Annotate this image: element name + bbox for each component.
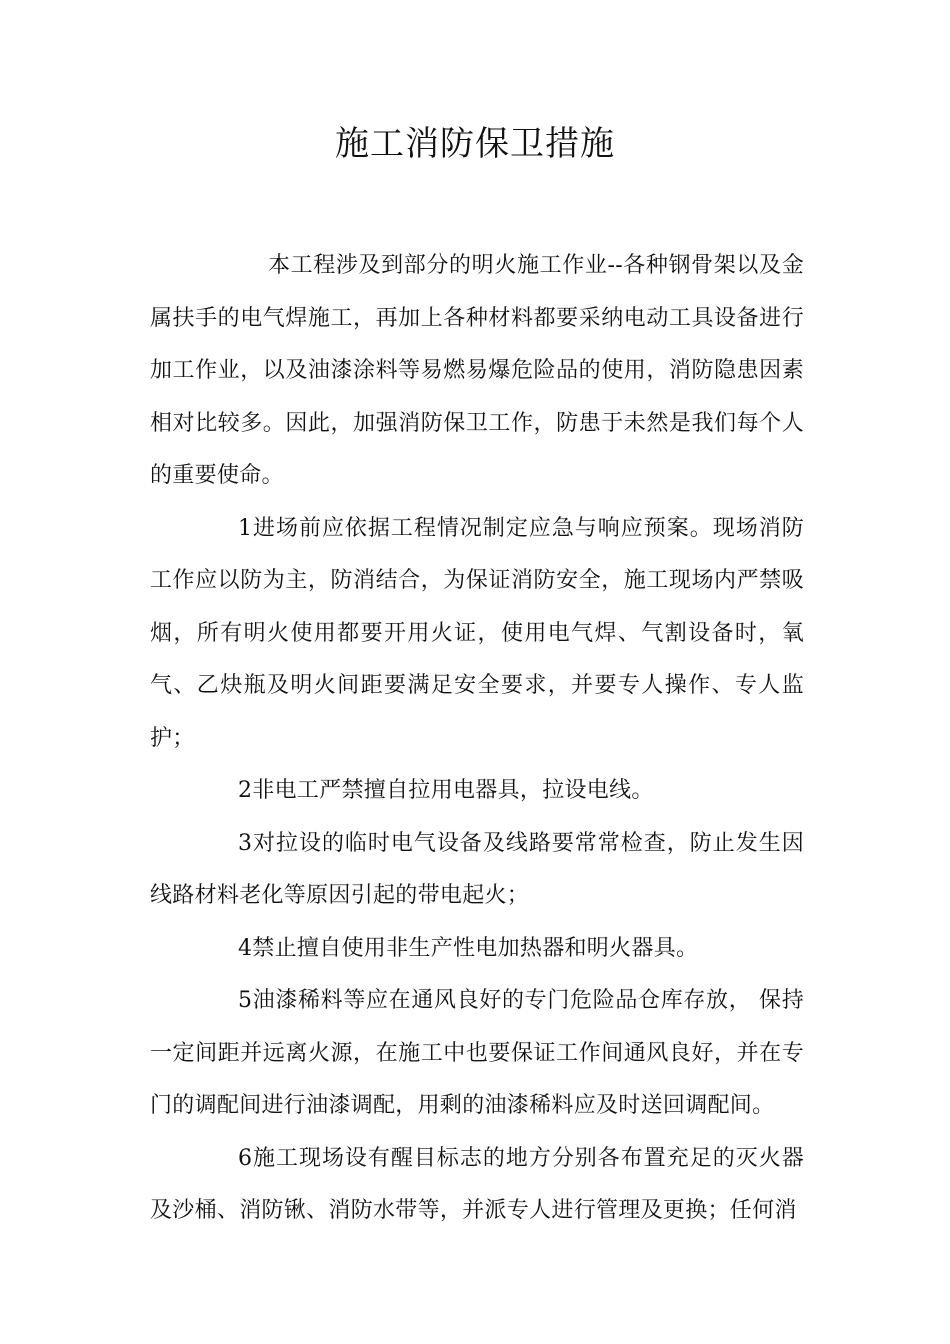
paragraph-intro: 本工程涉及到部分的明火施工作业--各种钢骨架以及金属扶手的电气焊施工，再加上各种材料都要采纳电动工具设备进行加工作业，以及油漆涂料等易燃易爆危险品的使用，消防隐患因素相对比较多。因此，加强消防保卫工作，防患于未然是我们每个人的重要使命。	[150, 253, 804, 488]
paragraph-item-5: 5油漆稀料等应在通风良好的专门危险品仓库存放， 保持一定间距并远离火源，在施工中也要保证工作间通风良好，并在专门的调配间进行油漆调配，用剩的油漆稀料应及时送回调配间。	[150, 988, 804, 1118]
paragraph-item-2: 2非电工严禁擅自拉用电器具，拉设电线。	[238, 778, 654, 803]
paragraph-item-1: 1进场前应依据工程情况制定应急与响应预案。现场消防工作应以防为主，防消结合，为保证消防安全，施工现场内严禁吸烟，所有明火使用都要开用火证，使用电气焊、气割设备时，氧气、乙炔瓶及明火间距要满足安全要求，并要专人操作、专人监护；	[150, 515, 804, 751]
document-title: 施工消防保卫措施	[335, 124, 615, 164]
paragraph-item-3: 3对拉设的临时电气设备及线路要常常检查，防止发生因线路材料老化等原因引起的带电起火；	[150, 830, 804, 908]
paragraph-item-4: 4禁止擅自使用非生产性电加热器和明火器具。	[238, 935, 699, 961]
paragraph-item-6: 6施工现场设有醒目标志的地方分别各布置充足的灭火器及沙桶、消防锹、消防水带等，并派专人进行管理及更换；任何消	[150, 1145, 804, 1223]
document-body	[150, 240, 804, 1238]
